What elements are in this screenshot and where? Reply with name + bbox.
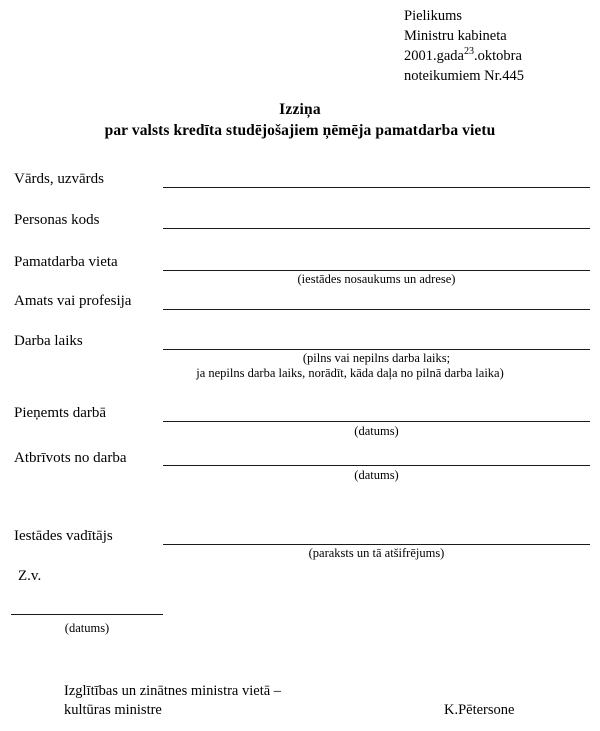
field-rule-personal-code[interactable] — [163, 228, 590, 229]
field-rule-released-on[interactable] — [163, 465, 590, 466]
header-line-regulation: noteikumiem Nr.445 — [404, 68, 525, 84]
bottom-date-rule[interactable] — [11, 614, 163, 615]
field-rule-hired-on[interactable] — [163, 421, 590, 422]
header-line-cabinet: Ministru kabineta — [404, 28, 507, 44]
field-hint-released-on: (datums) — [354, 468, 399, 482]
header-date-suffix: .oktobra — [474, 48, 522, 64]
field-rule-head-of-institution[interactable] — [163, 544, 590, 545]
field-label-personal-code: Personas kods — [14, 212, 100, 228]
page-subtitle: par valsts kredīta studējošajiem ņēmēja pamatdarba vietu — [104, 122, 496, 139]
seal-note: Z.v. — [18, 568, 42, 584]
field-hint-hired-on: (datums) — [354, 424, 399, 438]
field-hint-head-of-institution: (paraksts un tā atšifrējums) — [308, 546, 445, 560]
signatory-name: K.Pētersone — [444, 702, 515, 718]
header-date-superscript: 23 — [464, 46, 474, 58]
field-label-released-on: Atbrīvots no darba — [14, 450, 127, 466]
field-hint-working-time-line1: (pilns vai nepilns darba laiks; — [302, 351, 451, 365]
field-label-working-time: Darba laiks — [14, 333, 83, 349]
signatory-role — [64, 682, 281, 720]
field-label-head-of-institution: Iestādes vadītājs — [14, 528, 113, 544]
field-label-full-name: Vārds, uzvārds — [14, 171, 104, 187]
field-rule-workplace[interactable] — [163, 270, 590, 271]
field-rule-working-time[interactable] — [163, 349, 590, 350]
field-rule-full-name[interactable] — [163, 187, 590, 188]
signatory-role-line1: Izglītības un zinātnes ministra vietā – — [64, 683, 282, 699]
bottom-date-hint: (datums) — [64, 621, 110, 635]
field-label-hired-on: Pieņemts darbā — [14, 405, 107, 421]
field-hint-workplace: (iestādes nosaukums un adrese) — [297, 272, 456, 286]
header-date-prefix: 2001.gada — [404, 48, 464, 64]
field-hint-working-time-line2: ja nepilns darba laiks, norādīt, kāda daļa no pilnā darba laika) — [196, 366, 504, 380]
signatory-role-line2: kultūras ministre — [64, 702, 162, 718]
field-rule-position[interactable] — [163, 309, 590, 310]
field-label-position: Amats vai profesija — [14, 293, 132, 309]
header-line-date — [404, 46, 524, 66]
field-label-workplace: Pamatdarba vieta — [14, 254, 118, 270]
page-title: Izziņa — [279, 101, 321, 118]
header-line-attachment: Pielikums — [404, 8, 463, 24]
document-header — [404, 6, 524, 86]
